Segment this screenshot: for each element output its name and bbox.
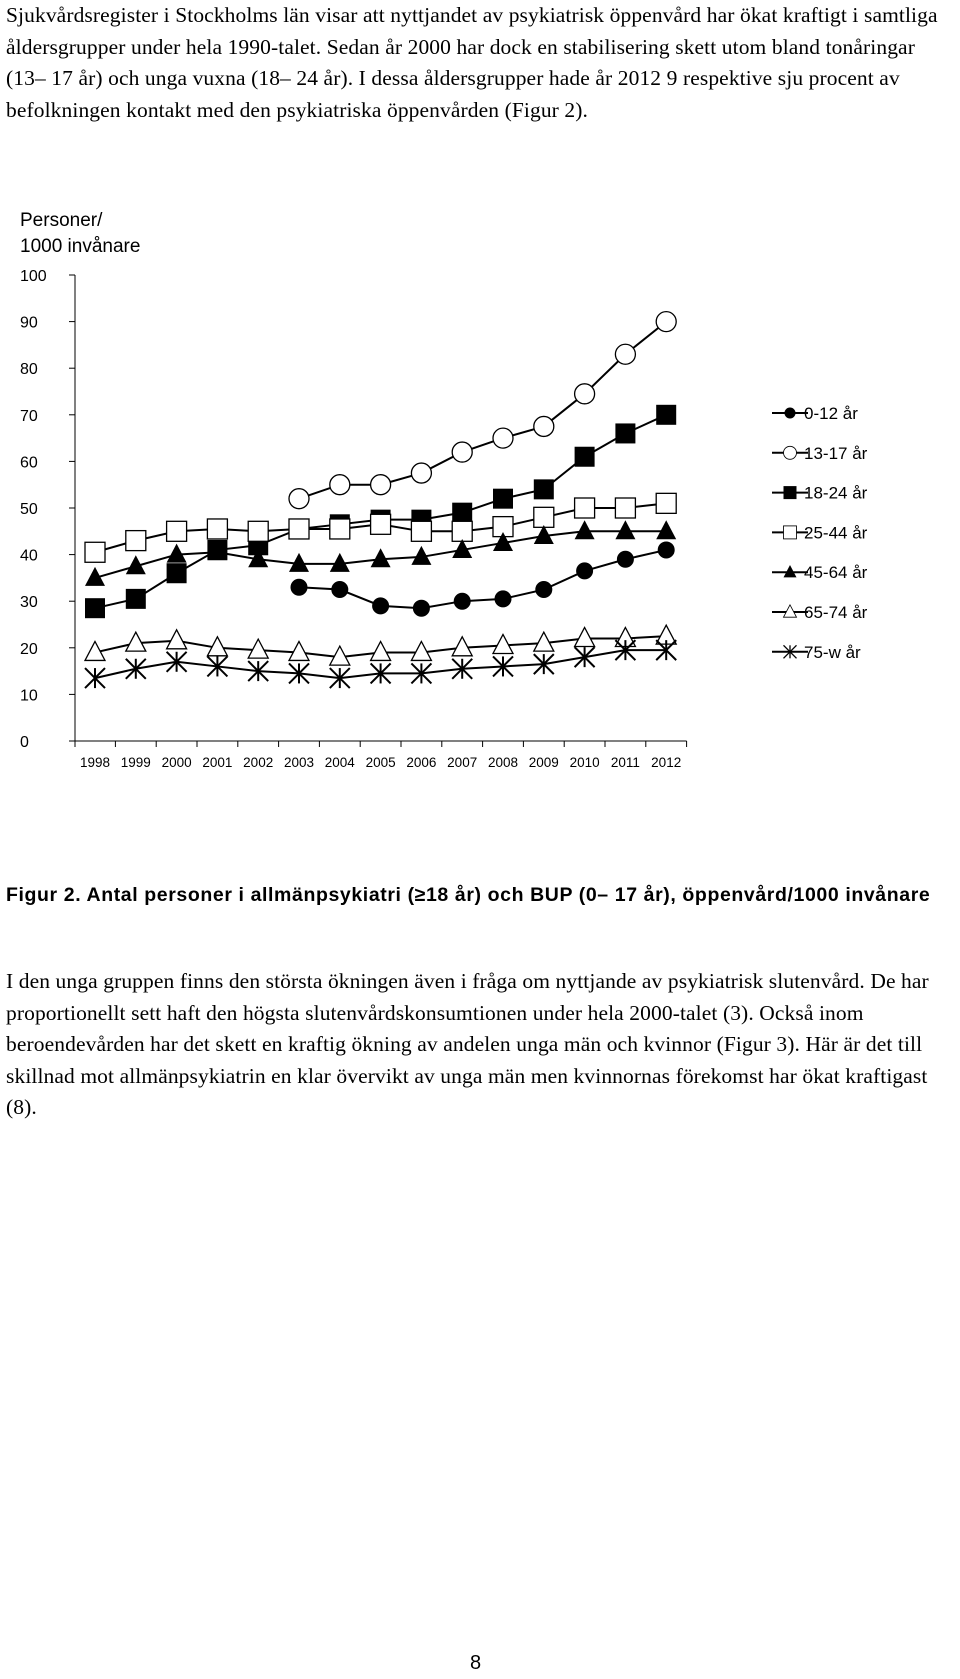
data-point xyxy=(615,520,635,539)
data-point xyxy=(85,668,105,688)
data-point xyxy=(248,639,268,658)
data-point xyxy=(615,344,635,364)
legend-item xyxy=(772,484,868,503)
intro-paragraph: Sjukvårdsregister i Stockholms län visar att nyttjandet av psykiatrisk öppenvård har ökat kraftigt i samtliga åldersgrupper under hela 1990-talet. Sedan år 2000 har dock en stabilisering skett utom bland tonåringar (13– 17 år) och unga vuxna (18– 24 år). I dessa åldersgrupper hade år 2012 9 respektive sju procent av befolkningen kontakt med den psykiatriska öppenvården (Figur 2). xyxy=(6,3,938,122)
y-tick-label: 90 xyxy=(20,314,38,332)
data-point xyxy=(452,521,472,541)
data-point xyxy=(452,442,472,462)
legend-item xyxy=(772,444,868,463)
data-point xyxy=(126,632,146,651)
data-point xyxy=(534,479,554,499)
data-point xyxy=(371,514,391,534)
data-point xyxy=(167,630,187,649)
data-point xyxy=(289,641,309,660)
x-tick-label: 1998 xyxy=(79,755,111,770)
data-point xyxy=(126,659,146,679)
data-point xyxy=(656,520,676,539)
x-tick-label: 2011 xyxy=(610,755,640,770)
data-point xyxy=(167,563,187,583)
y-tick-label: 0 xyxy=(20,734,29,751)
data-point xyxy=(575,627,595,646)
data-point xyxy=(373,598,389,614)
x-tick-label: 2006 xyxy=(406,755,437,770)
legend-label: 18-24 år xyxy=(804,483,868,503)
x-tick-label: 1999 xyxy=(120,755,151,770)
data-point xyxy=(658,542,674,558)
series-line xyxy=(299,550,666,608)
data-point xyxy=(454,593,470,609)
data-point xyxy=(411,463,431,483)
data-point xyxy=(493,428,513,448)
series-0-12-år xyxy=(291,542,674,616)
x-tick-label: 2012 xyxy=(651,755,682,770)
y-tick-label: 20 xyxy=(20,640,38,658)
data-point xyxy=(577,563,593,579)
y-tick-label: 30 xyxy=(20,594,38,612)
data-point xyxy=(85,542,105,562)
legend-label: 75-w år xyxy=(804,642,861,662)
data-point xyxy=(575,384,595,404)
data-point xyxy=(495,591,511,607)
data-point xyxy=(332,582,348,598)
data-point xyxy=(452,637,472,656)
data-point xyxy=(575,498,595,518)
data-point xyxy=(785,408,795,418)
x-tick-label: 2005 xyxy=(365,755,396,770)
legend-label: 45-64 år xyxy=(804,563,868,583)
data-point xyxy=(536,582,552,598)
data-point xyxy=(289,489,309,509)
data-point xyxy=(167,544,187,563)
data-point xyxy=(656,405,676,425)
y-tick-label: 70 xyxy=(20,407,38,425)
data-point xyxy=(330,475,350,495)
page-number: 8 xyxy=(470,1652,482,1674)
data-point xyxy=(207,519,227,539)
data-point xyxy=(289,519,309,539)
y-tick-label: 100 xyxy=(20,268,47,285)
followup-paragraph: I den unga gruppen finns den största ökningen även i fråga om nyttjande av psykiatrisk slutenvård. De har proportionellt sett haft den högsta slutenvårdskonsumtionen under hela 2000-talet (3). Också inom beroendevården har det skett en kraftig ökning av andelen unga män och kvinnor (Figur 3). Här är det till skillnad mot allmänpsykiatrin en klar övervikt av unga män men kvinnornas förekomst har ökat kraftigast (8). xyxy=(6,969,929,1119)
data-point xyxy=(534,507,554,527)
line-chart xyxy=(0,200,960,840)
data-point xyxy=(615,423,635,443)
series-line xyxy=(299,322,666,499)
data-point xyxy=(413,600,429,616)
legend-label: 65-74 år xyxy=(804,603,868,622)
x-tick-label: 2004 xyxy=(324,755,355,770)
data-point xyxy=(291,579,307,595)
x-tick-label: 2009 xyxy=(528,755,559,770)
data-point xyxy=(656,493,676,513)
y-tick-label: 50 xyxy=(20,501,38,518)
data-point xyxy=(167,521,187,541)
x-tick-label: 2001 xyxy=(202,755,233,770)
data-point xyxy=(126,531,146,551)
legend-item xyxy=(772,643,861,662)
data-point xyxy=(85,598,105,618)
legend-item xyxy=(772,523,868,542)
legend-item xyxy=(772,603,868,622)
legend-item xyxy=(772,563,868,582)
data-point xyxy=(248,521,268,541)
data-point xyxy=(575,447,595,467)
data-point xyxy=(656,312,676,332)
data-point xyxy=(493,634,513,653)
data-point xyxy=(126,589,146,609)
data-point xyxy=(371,641,391,660)
y-axis-title: Personer/ 1000 invånare xyxy=(20,210,141,257)
y-tick-label: 40 xyxy=(20,547,38,565)
data-point xyxy=(371,548,391,567)
x-tick-label: 2010 xyxy=(569,755,600,770)
data-point xyxy=(615,498,635,518)
y-tick-label: 60 xyxy=(20,454,38,472)
data-point xyxy=(575,647,595,667)
legend-label: 25-44 år xyxy=(804,523,868,543)
data-point xyxy=(371,475,391,495)
x-tick-label: 2000 xyxy=(161,755,192,770)
data-point xyxy=(784,446,797,459)
data-point xyxy=(575,520,595,539)
data-point xyxy=(452,503,472,523)
y-tick-label: 10 xyxy=(20,687,38,705)
x-tick-label: 2003 xyxy=(283,755,315,770)
x-tick-label: 2007 xyxy=(447,755,478,770)
data-point xyxy=(411,521,431,541)
series-13-17-år xyxy=(289,312,676,509)
legend-label: 13-17 år xyxy=(804,443,868,463)
legend-item xyxy=(772,404,858,423)
legend-label: 0-12 år xyxy=(804,404,858,423)
data-point xyxy=(330,519,350,539)
data-point xyxy=(534,416,554,436)
data-point xyxy=(784,486,797,499)
figure-caption: Figur 2. Antal personer i allmänpsykiatri (≥18 år) och BUP (0– 17 år), öppenvård/1000 invånare xyxy=(6,884,931,906)
x-tick-label: 2002 xyxy=(243,755,274,770)
y-tick-label: 80 xyxy=(20,361,38,379)
data-point xyxy=(784,526,797,539)
data-point xyxy=(493,489,513,509)
x-tick-label: 2008 xyxy=(487,755,519,770)
data-point xyxy=(617,551,633,567)
